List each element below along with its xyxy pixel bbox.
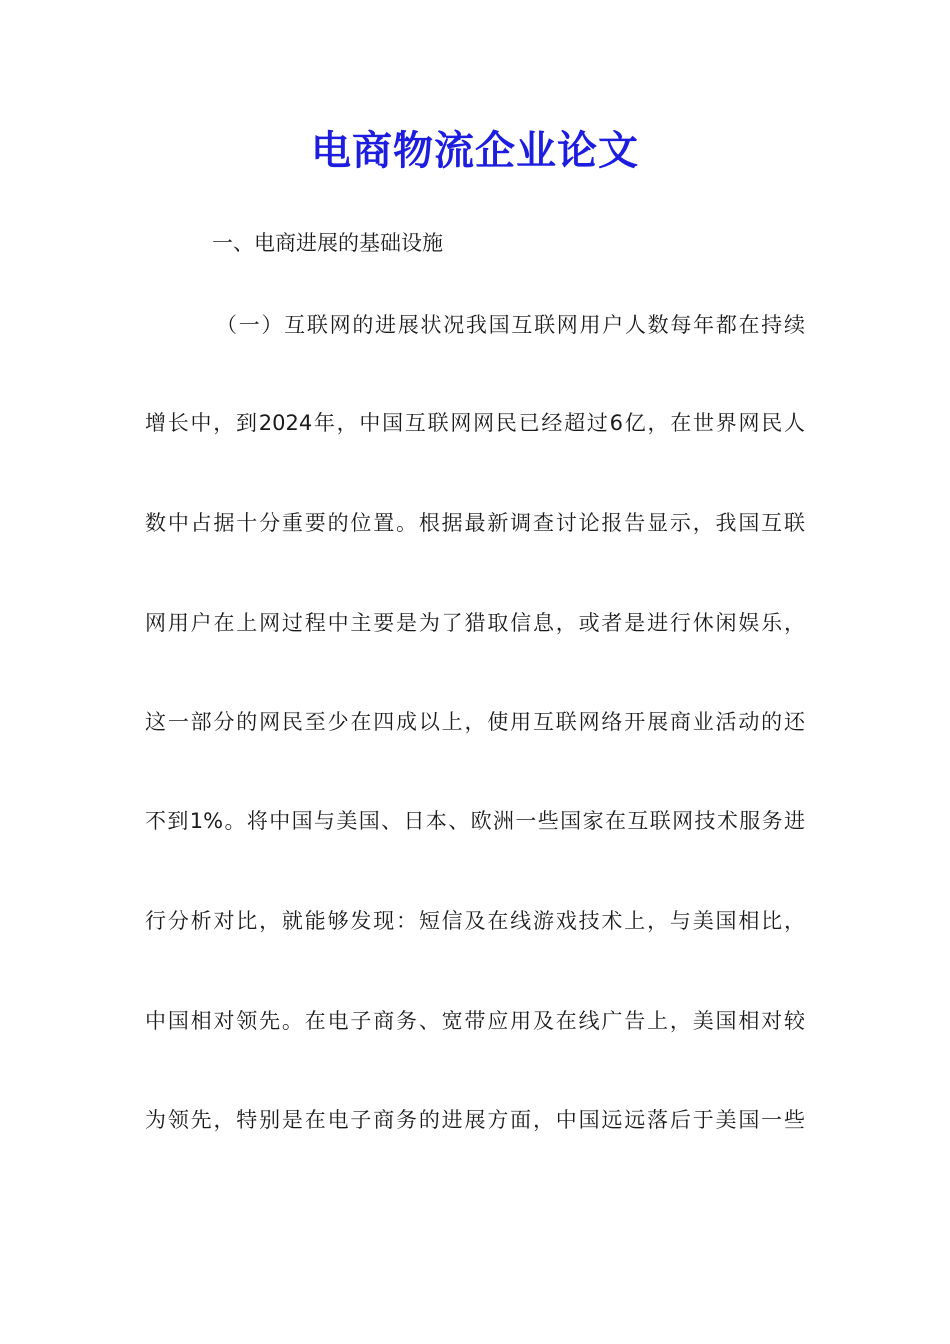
paragraph-line: 这一部分的网民至少在四成以上，使用互联网络开展商业活动的还: [145, 710, 805, 734]
paragraph-line: （一）互联网的进展状况我国互联网用户人数每年都在持续: [216, 313, 805, 337]
paragraph-line: 中国相对领先。在电子商务、宽带应用及在线广告上，美国相对较: [145, 1009, 805, 1033]
paragraph-line: 为领先，特别是在电子商务的进展方面，中国远远落后于美国一些: [145, 1108, 805, 1132]
paragraph-line: 行分析对比，就能够发现：短信及在线游戏技术上，与美国相比，: [145, 909, 805, 933]
paragraph-line: 增长中，到2024年，中国互联网网民已经超过6亿，在世界网民人: [145, 411, 805, 435]
section-heading: 一、电商进展的基础设施: [212, 231, 443, 255]
paragraph-line: 不到1%。将中国与美国、日本、欧洲一些国家在互联网技术服务进: [145, 809, 805, 833]
document-title: 电商物流企业论文: [311, 127, 639, 174]
paragraph-line: 网用户在上网过程中主要是为了猎取信息，或者是进行休闲娱乐，: [145, 611, 805, 635]
paragraph-line: 数中占据十分重要的位置。根据最新调查讨论报告显示，我国互联: [145, 511, 805, 535]
